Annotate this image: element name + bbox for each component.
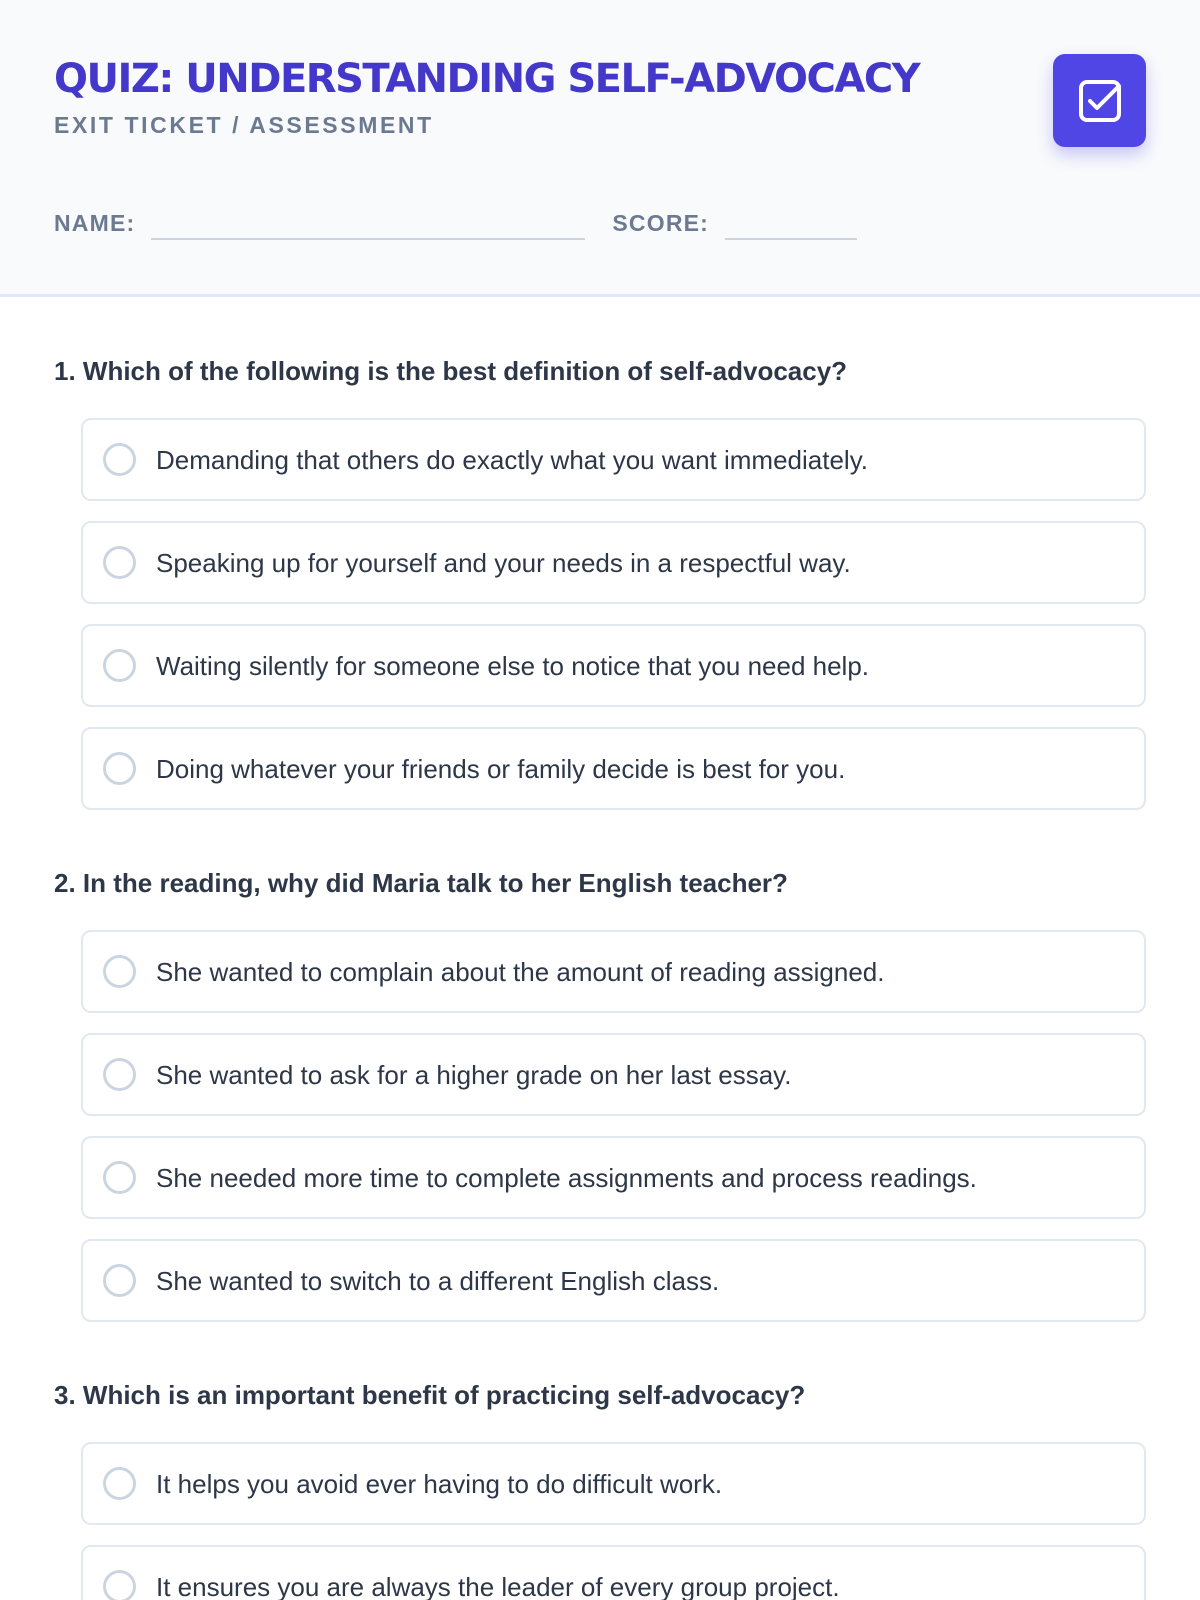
student-fields: [54, 196, 857, 240]
score-label: SCORE:: [612, 210, 710, 236]
radio-button[interactable]: [103, 1570, 136, 1600]
answer-option[interactable]: [81, 1442, 1146, 1525]
radio-button[interactable]: [103, 546, 136, 579]
question-text: 3. Which is an important benefit of practicing self-advocacy?: [54, 1380, 806, 1410]
answer-text: Speaking up for yourself and your needs in a respectful way.: [156, 547, 851, 578]
answer-option[interactable]: [81, 930, 1146, 1013]
answer-option[interactable]: [81, 418, 1146, 501]
question-1: [54, 354, 1146, 810]
answer-option[interactable]: [81, 521, 1146, 604]
answer-option[interactable]: [81, 1239, 1146, 1322]
answer-option[interactable]: [81, 1136, 1146, 1219]
answer-option[interactable]: [81, 624, 1146, 707]
radio-button[interactable]: [103, 955, 136, 988]
radio-button[interactable]: [103, 1161, 136, 1194]
radio-button[interactable]: [103, 1467, 136, 1500]
answer-text: Demanding that others do exactly what you want immediately.: [156, 444, 868, 475]
quiz-header: [0, 0, 1200, 297]
answer-option[interactable]: [81, 1033, 1146, 1116]
answer-options: [81, 418, 1146, 810]
answer-text: She needed more time to complete assignments and process readings.: [156, 1162, 977, 1193]
quiz-badge: [1053, 54, 1146, 147]
radio-button[interactable]: [103, 1058, 136, 1091]
answer-option[interactable]: [81, 1545, 1146, 1600]
questions-list: [0, 354, 1200, 1600]
radio-button[interactable]: [103, 649, 136, 682]
question-text: 2. In the reading, why did Maria talk to her English teacher?: [54, 868, 788, 898]
answer-options: [81, 930, 1146, 1322]
answer-options: [81, 1442, 1146, 1600]
question-text: 1. Which of the following is the best definition of self-advocacy?: [54, 356, 848, 386]
answer-text: She wanted to switch to a different English class.: [156, 1265, 720, 1296]
checkbox-icon: [1075, 76, 1125, 126]
answer-text: Waiting silently for someone else to notice that you need help.: [156, 650, 870, 681]
name-label: NAME:: [54, 210, 136, 236]
answer-text: Doing whatever your friends or family decide is best for you.: [156, 753, 846, 784]
page-subtitle: EXIT TICKET / ASSESSMENT: [54, 112, 434, 138]
answer-text: It helps you avoid ever having to do difficult work.: [156, 1468, 723, 1499]
answer-option[interactable]: [81, 727, 1146, 810]
question-3: [54, 1378, 1146, 1600]
name-field[interactable]: [151, 196, 585, 240]
answer-text: It ensures you are always the leader of every group project.: [156, 1571, 840, 1600]
radio-button[interactable]: [103, 752, 136, 785]
answer-text: She wanted to ask for a higher grade on her last essay.: [156, 1059, 792, 1090]
question-2: [54, 866, 1146, 1322]
radio-button[interactable]: [103, 443, 136, 476]
score-field[interactable]: [725, 196, 857, 240]
radio-button[interactable]: [103, 1264, 136, 1297]
page-title: QUIZ: UNDERSTANDING SELF-ADVOCACY: [54, 56, 920, 102]
answer-text: She wanted to complain about the amount of reading assigned.: [156, 956, 885, 987]
